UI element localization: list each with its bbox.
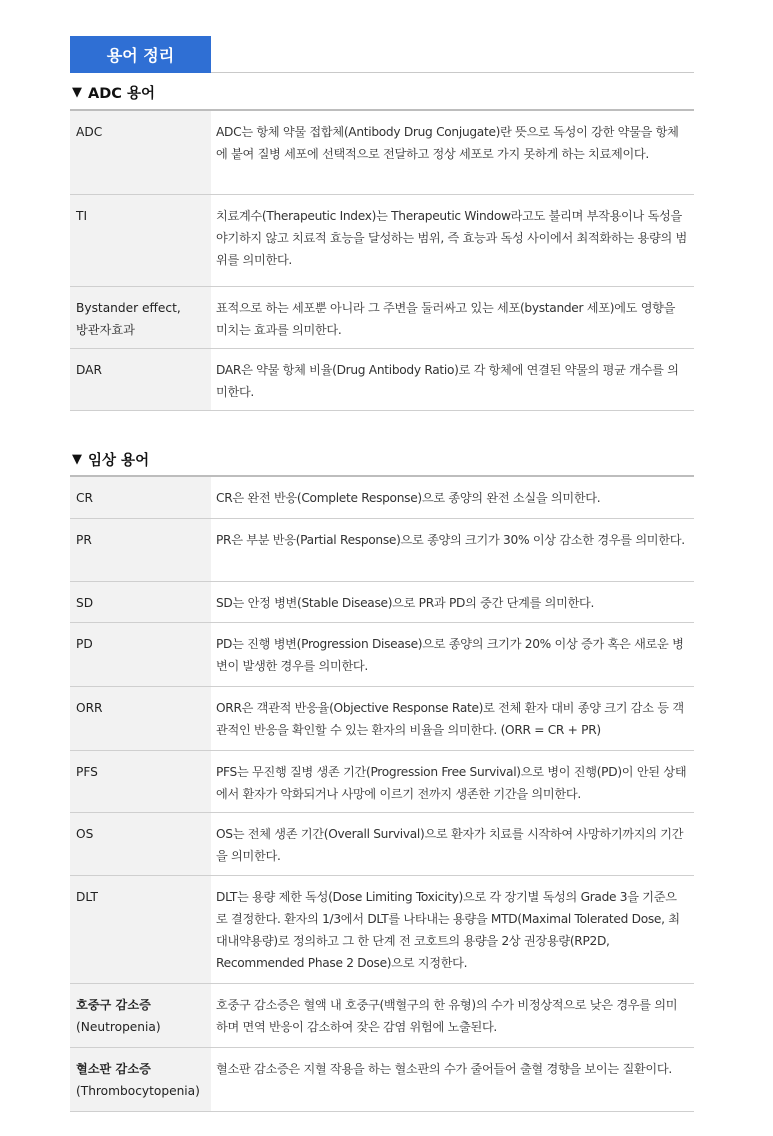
term-cell: ADC <box>70 111 211 194</box>
term-cell: PD <box>70 623 211 686</box>
term-cell: 혈소판 감소증 (Thrombocytopenia) <box>70 1048 211 1111</box>
description-cell: 치료계수(Therapeutic Index)는 Therapeutic Window라고도 불리며 부작용이나 독성을 야기하지 않고 치료적 효능을 달성하는 범위, 즉 효능과 독성 사이에서 최적화하는 용량의 범위를 의미한다. <box>216 209 687 267</box>
terms-table-adc <box>70 109 694 411</box>
section-title-clinical <box>72 449 149 470</box>
term-cell: 호중구 감소증 (Neutropenia) <box>70 984 211 1047</box>
term-cell: PR <box>70 519 211 581</box>
table-row <box>70 1048 694 1112</box>
description-cell: OS는 전체 생존 기간(Overall Survival)으로 환자가 치료를 시작하여 사망하기까지의 기간을 의미한다. <box>216 827 684 863</box>
term-cell: PFS <box>70 751 211 812</box>
description-cell: ORR은 객관적 반응율(Objective Response Rate)로 전체 환자 대비 종양 크기 감소 등 객관적인 반응을 확인할 수 있는 환자의 비율을 의미한다. (ORR = CR + PR) <box>216 701 684 737</box>
term-cell: DLT <box>70 876 211 983</box>
table-row <box>70 519 694 582</box>
triangle-down-icon: ▼ <box>72 85 82 100</box>
description-cell: 호중구 감소증은 혈액 내 호중구(백혈구의 한 유형)의 수가 비정상적으로 낮은 경우를 의미하며 면역 반응이 감소하여 잦은 감염 위험에 노출된다. <box>216 998 678 1034</box>
term-cell: Bystander effect, 방관자효과 <box>70 287 211 348</box>
description-cell: CR은 완전 반응(Complete Response)으로 종양의 완전 소실을 의미한다. <box>216 491 601 505</box>
table-row <box>70 984 694 1048</box>
description-cell: PD는 진행 병변(Progression Disease)으로 종양의 크기가 20% 이상 증가 혹은 새로운 병변이 발생한 경우를 의미한다. <box>216 637 684 673</box>
triangle-down-icon: ▼ <box>72 452 82 467</box>
terms-table-clinical <box>70 475 694 1112</box>
description-cell: SD는 안정 병변(Stable Disease)으로 PR과 PD의 중간 단계를 의미한다. <box>216 596 595 610</box>
page-header <box>70 36 694 73</box>
description-cell: PR은 부분 반응(Partial Response)으로 종양의 크기가 30% 이상 감소한 경우를 의미한다. <box>216 533 685 547</box>
table-row <box>70 195 694 287</box>
section-title-adc <box>72 82 155 103</box>
table-row <box>70 813 694 876</box>
description-cell: ADC는 항체 약물 접합체(Antibody Drug Conjugate)란 뜻으로 독성이 강한 약물을 항체에 붙여 질병 세포에 선택적으로 전달하고 정상 세포로 가지 못하게 하는 치료제이다. <box>216 125 679 161</box>
description-cell: PFS는 무진행 질병 생존 기간(Progression Free Survival)으로 병이 진행(PD)이 안된 상태에서 환자가 악화되거나 사망에 이르기 전까지 생존한 기간을 의미한다. <box>216 765 687 801</box>
table-row <box>70 477 694 519</box>
table-row <box>70 349 694 411</box>
term-cell: DAR <box>70 349 211 410</box>
table-row <box>70 751 694 813</box>
table-row <box>70 287 694 349</box>
term-cell: TI <box>70 195 211 286</box>
table-row <box>70 111 694 195</box>
page-title: 용어 정리 <box>70 36 211 73</box>
table-row <box>70 687 694 751</box>
term-cell: ORR <box>70 687 211 750</box>
description-cell: 혈소판 감소증은 지혈 작용을 하는 혈소판의 수가 줄어들어 출혈 경향을 보이는 질환이다. <box>216 1062 672 1076</box>
term-cell: CR <box>70 477 211 518</box>
description-cell: 표적으로 하는 세포뿐 아니라 그 주변을 둘러싸고 있는 세포(bystander 세포)에도 영향을 미치는 효과를 의미한다. <box>216 301 676 337</box>
table-row <box>70 582 694 623</box>
section-title-label: 임상 용어 <box>88 453 150 469</box>
table-row <box>70 623 694 687</box>
table-row <box>70 876 694 984</box>
term-cell: SD <box>70 582 211 622</box>
description-cell: DAR은 약물 항체 비율(Drug Antibody Ratio)로 각 항체에 연결된 약물의 평균 개수를 의미한다. <box>216 363 679 399</box>
description-cell: DLT는 용량 제한 독성(Dose Limiting Toxicity)으로 각 장기별 독성의 Grade 3을 기준으로 결정한다. 환자의 1/3에서 DLT를 나타내는 용량을 MTD(Maximal Tolerated Dose, 최대내약용량)로 정의하고 그 한 단계 전 코호트의 용량을 2상 권장용량(RP2D, Recommended Phase 2 Dose)으로 지정한다. <box>216 890 680 970</box>
term-cell: OS <box>70 813 211 875</box>
section-title-label: ADC 용어 <box>88 86 155 102</box>
